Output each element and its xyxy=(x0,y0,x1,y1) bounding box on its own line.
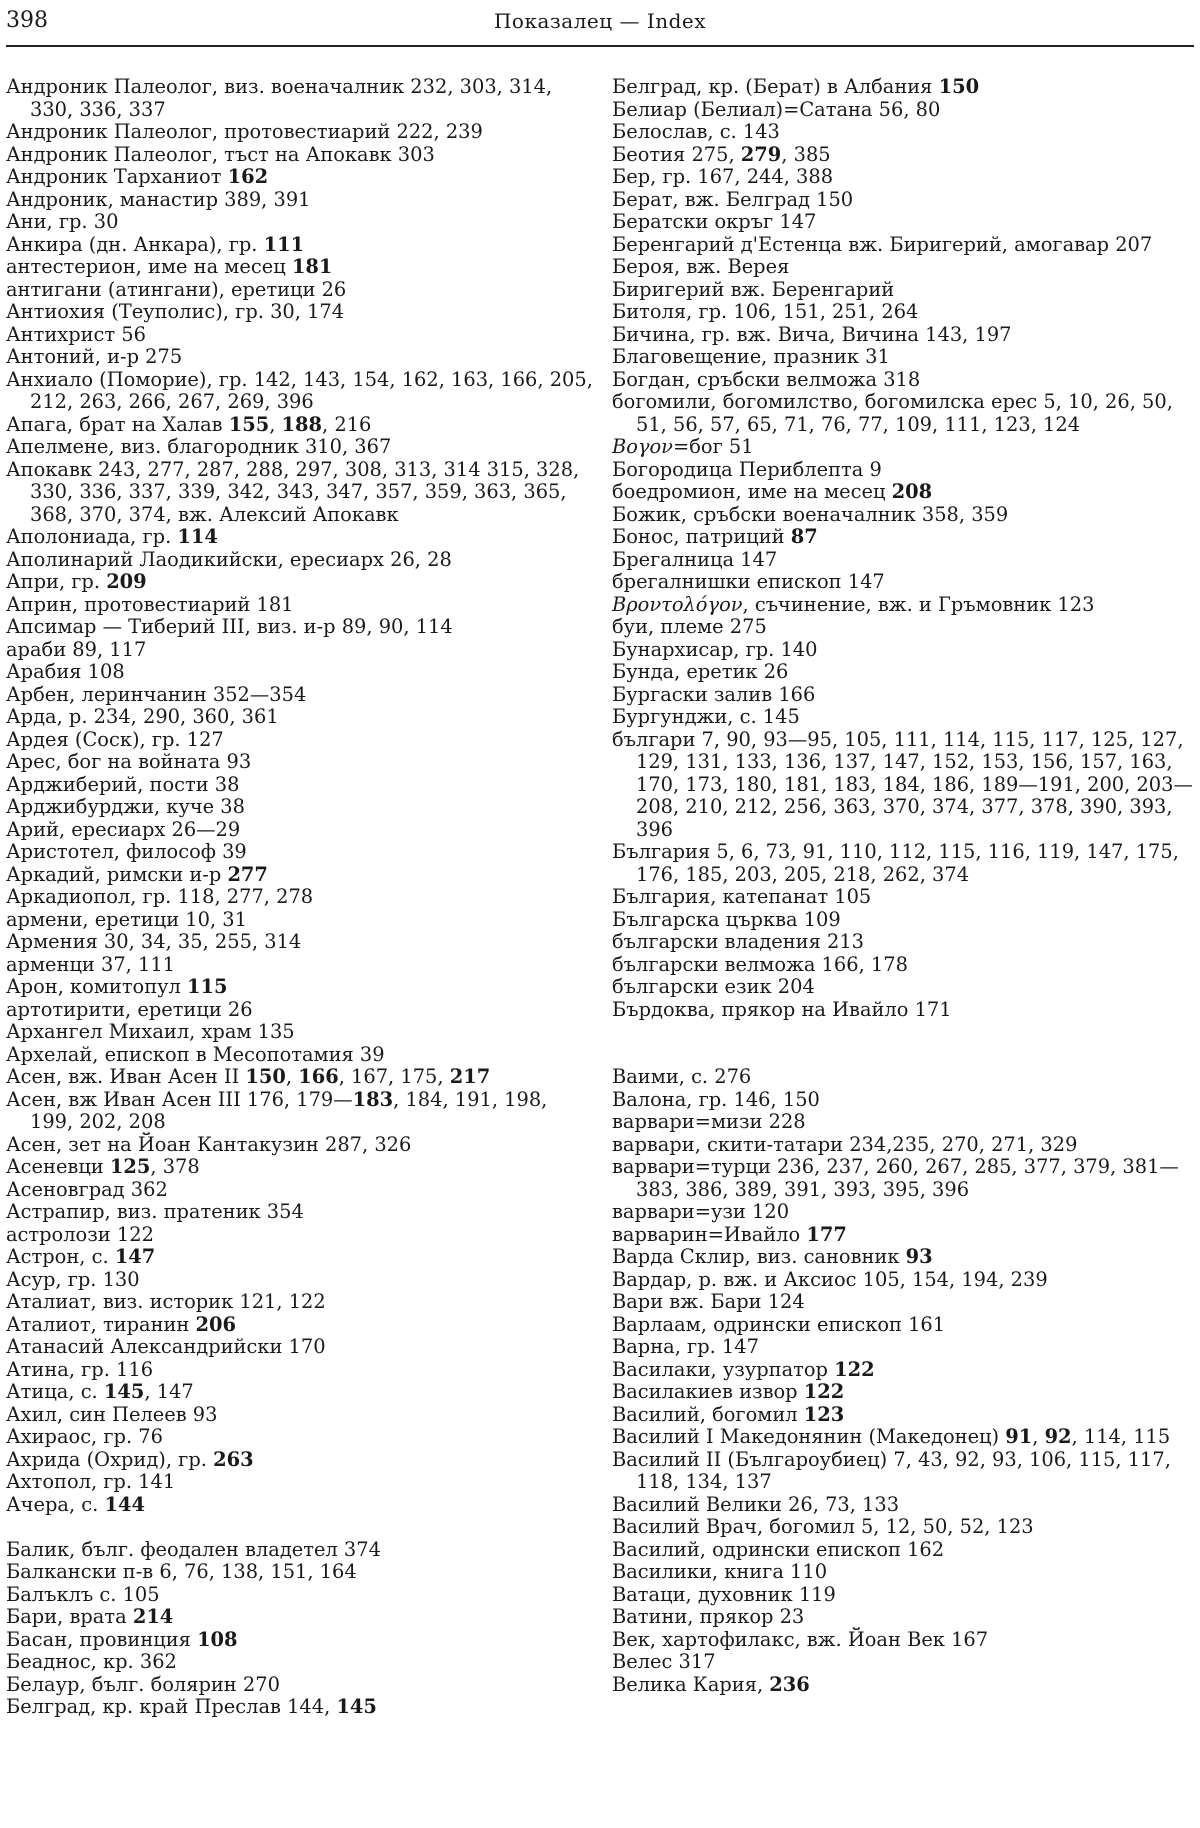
page-header xyxy=(0,0,1200,44)
index-entry: Белиар (Белиал)=Сатана 56, 80 xyxy=(612,97,941,121)
index-entry: Басан, провинция 108 xyxy=(6,1627,238,1651)
index-entry: Аполинарий Лаодикийски, ересиарх 26, 28 xyxy=(6,547,452,571)
index-entry: арменци 37, 111 xyxy=(6,952,176,976)
index-entry: Астрапир, виз. пратеник 354 xyxy=(6,1200,304,1223)
index-entry: Андроник Палеолог, виз. военачалник 232, 303, 314, 330, 336, 337 xyxy=(6,75,559,121)
index-entry: брегалнишки епископ 147 xyxy=(612,570,885,593)
index-entry: Ваими, с. 276 xyxy=(612,1065,752,1088)
header-rule xyxy=(6,45,1194,47)
index-entry: варвари=мизи 228 xyxy=(612,1110,806,1133)
index-entry: Асен, вж Иван Асен III 176, 179—183, 184, 191, 198, 199, 202, 208 xyxy=(6,1087,554,1133)
index-entry: Архангел Михаил, храм 135 xyxy=(6,1020,295,1043)
index-entry: Ардея (Соск), гр. 127 xyxy=(6,727,224,751)
index-entry: Белград, кр. край Преслав 144, 145 xyxy=(6,1695,377,1718)
index-entry: Арда, р. 234, 290, 360, 361 xyxy=(6,705,279,728)
index-entry: Βροντολόγον, съчинение, вж. и Гръмовник 123 xyxy=(612,592,1095,616)
index-entry: български владения 213 xyxy=(612,930,864,953)
index-entry: Бърдоква, прякор на Ивайло 171 xyxy=(612,997,952,1021)
index-entry: Василий Врач, богомил 5, 12, 50, 52, 123 xyxy=(612,1515,1034,1538)
index-entry: Велика Кария, 236 xyxy=(612,1672,810,1696)
index-entry: Ани, гр. 30 xyxy=(6,210,119,233)
index-entry: Арес, бог на войната 93 xyxy=(6,750,252,773)
index-entry: Апри, гр. 209 xyxy=(6,570,147,593)
index-entry: Арабия 108 xyxy=(6,660,125,683)
index-entry: буи, племе 275 xyxy=(612,615,767,638)
index-entry: артотирити, еретици 26 xyxy=(6,997,253,1021)
index-entry: Брегалница 147 xyxy=(612,547,778,571)
index-entry: Антоний, и-р 275 xyxy=(6,345,183,368)
index-entry: Бичина, гр. вж. Вича, Вичина 143, 197 xyxy=(612,322,1012,346)
index-entry: Валона, гр. 146, 150 xyxy=(612,1087,820,1111)
index-entry: Асеновград 362 xyxy=(6,1177,168,1201)
index-entry: Апелмене, виз. благородник 310, 367 xyxy=(6,435,392,458)
index-entry: Ватини, прякор 23 xyxy=(612,1605,805,1628)
index-entry: Белослав, с. 143 xyxy=(612,120,780,143)
index-entry: Арон, комитопул 115 xyxy=(6,975,228,998)
index-entry: Берат, вж. Белград 150 xyxy=(612,187,854,211)
index-entry: Атица, с. 145, 147 xyxy=(6,1380,194,1403)
index-entry: Битоля, гр. 106, 151, 251, 264 xyxy=(612,300,919,323)
index-entry: Беотия 275, 279, 385 xyxy=(612,142,831,166)
index-entry: Андроник, манастир 389, 391 xyxy=(6,187,311,211)
index-entry: Варна, гр. 147 xyxy=(612,1335,759,1358)
index-entry: Ахрида (Охрид), гр. 263 xyxy=(6,1447,254,1471)
index-entry: Бургунджи, с. 145 xyxy=(612,705,800,728)
index-entry: Андроник Тарханиот 162 xyxy=(6,165,269,188)
index-entry: Василий, одрински епископ 162 xyxy=(612,1537,945,1561)
index-entry: Бератски окръг 147 xyxy=(612,210,817,233)
index-entry: Варлаам, одрински епископ 161 xyxy=(612,1312,946,1336)
index-entry: Аталиот, тиранин 206 xyxy=(6,1312,236,1336)
index-entry: Антихрист 56 xyxy=(6,322,146,346)
index-entry: Андроник Палеолог, протовестиарий 222, 239 xyxy=(6,120,483,143)
index-entry: Асен, зет на Йоан Кантакузин 287, 326 xyxy=(6,1132,412,1156)
index-entry: Век, хартофилакс, вж. Йоан Век 167 xyxy=(612,1627,989,1651)
index-entry: Арджибурджи, куче 38 xyxy=(6,795,245,818)
index-entry: Βογον=бог 51 xyxy=(612,435,754,458)
index-entry: Беаднос, кр. 362 xyxy=(6,1650,177,1673)
index-entry: антигани (атингани), еретици 26 xyxy=(6,277,347,301)
index-entry: Василики, книга 110 xyxy=(612,1560,828,1583)
index-entry: Вардар, р. вж. и Аксиос 105, 154, 194, 239 xyxy=(612,1267,1048,1291)
index-entry: Ахираос, гр. 76 xyxy=(6,1425,163,1448)
index-entry: Бонос, патриций 87 xyxy=(612,525,818,548)
index-entry: астролози 122 xyxy=(6,1222,154,1246)
index-entry: Варда Склир, виз. сановник 93 xyxy=(612,1245,933,1268)
index-entry: Балкански п-в 6, 76, 138, 151, 164 xyxy=(6,1560,357,1583)
index-entry: Балъклъ с. 105 xyxy=(6,1582,160,1606)
index-entry: богомили, богомилство, богомилска ерес 5, 10, 26, 50, 51, 56, 57, 65, 71, 76, 77, 109, 111, 123, 124 xyxy=(612,390,1180,436)
index-entry: български език 204 xyxy=(612,975,815,998)
index-entry: армени, еретици 10, 31 xyxy=(6,907,247,931)
index-entry: Антиохия (Теуполис), гр. 30, 174 xyxy=(6,300,345,323)
index-column-right xyxy=(612,76,1200,1696)
index-entry: Бероя, вж. Верея xyxy=(612,255,790,278)
index-entry: Богородица Периблепта 9 xyxy=(612,457,882,481)
index-entry: Асур, гр. 130 xyxy=(6,1267,140,1291)
index-entry: араби 89, 117 xyxy=(6,637,147,661)
section-gap xyxy=(612,1044,1200,1067)
index-entry: Българска църква 109 xyxy=(612,907,841,931)
index-entry: Анкира (дн. Анкара), гр. 111 xyxy=(6,232,305,256)
index-entry: боедромион, име на месец 208 xyxy=(612,480,933,503)
index-entry: Апсимар — Тиберий III, виз. и-р 89, 90, 114 xyxy=(6,615,453,638)
index-entry: Велес 317 xyxy=(612,1650,716,1673)
index-entry: Белаур, бълг. болярин 270 xyxy=(6,1672,280,1696)
index-entry: Ватаци, духовник 119 xyxy=(612,1582,836,1606)
index-entry: Ахил, син Пелеев 93 xyxy=(6,1402,218,1426)
section-gap xyxy=(6,1516,596,1539)
index-entry: Богдан, сръбски велможа 318 xyxy=(612,367,921,391)
index-entry: Василий I Македонянин (Македонец) 91, 92, 114, 115 xyxy=(612,1425,1171,1448)
index-entry: Андроник Палеолог, тъст на Апокавк 303 xyxy=(6,142,435,166)
index-entry: Благовещение, празник 31 xyxy=(612,345,890,368)
index-entry: Ачера, с. 144 xyxy=(6,1492,145,1516)
index-entry: Аполониада, гр. 114 xyxy=(6,525,218,548)
index-entry: Архелай, епископ в Месопотамия 39 xyxy=(6,1042,385,1066)
index-entry: Божик, сръбски военачалник 358, 359 xyxy=(612,502,1009,526)
index-entry: Василаки, узурпатор 122 xyxy=(612,1357,875,1381)
index-entry: Белград, кр. (Берат) в Албания 150 xyxy=(612,75,980,98)
index-entry: Бунда, еретик 26 xyxy=(612,660,789,683)
index-entry: Арбен, леринчанин 352—354 xyxy=(6,682,307,706)
index-entry: Арджиберий, пости 38 xyxy=(6,772,240,796)
index-entry: Априн, протовестиарий 181 xyxy=(6,592,294,616)
index-entry: варвари=турци 236, 237, 260, 267, 285, 377, 379, 381—383, 386, 389, 391, 393, 395, 396 xyxy=(612,1155,1179,1201)
index-entry: Беренгарий д'Естенца вж. Биригерий, амогавар 207 xyxy=(612,232,1153,256)
index-entry: Бургаски залив 166 xyxy=(612,682,816,706)
index-entry: Арий, ересиарх 26—29 xyxy=(6,817,241,841)
index-entry: варварин=Ивайло 177 xyxy=(612,1222,847,1246)
index-entry: Бер, гр. 167, 244, 388 xyxy=(612,165,834,188)
index-entry: Василий II (Българоубиец) 7, 43, 92, 93, 106, 115, 117, 118, 134, 137 xyxy=(612,1447,1178,1493)
index-entry: Аристотел, философ 39 xyxy=(6,840,247,863)
index-entry: варвари=узи 120 xyxy=(612,1200,790,1223)
index-entry: Василакиев извор 122 xyxy=(612,1380,845,1403)
index-entry: Вари вж. Бари 124 xyxy=(612,1290,805,1313)
index-entry: Анхиало (Поморие), гр. 142, 143, 154, 162, 163, 166, 205, 212, 263, 266, 267, 269, 396 xyxy=(6,367,600,413)
index-entry: Асеневци 125, 378 xyxy=(6,1155,200,1178)
index-entry: българи 7, 90, 93—95, 105, 111, 114, 115, 117, 125, 127, 129, 131, 133, 136, 137, 147, 152, 153, 156, 157, 163, 170, 173, 180, 181, 183, 184, 186, 189—191, 200, 203—208, 210, 212, 256, 363, 370, 374, 377, 378, 390, 393, 396 xyxy=(612,727,1193,841)
index-entry: България, катепанат 105 xyxy=(612,885,872,908)
index-entry: Аркадиопол, гр. 118, 277, 278 xyxy=(6,885,314,908)
index-entry: Апокавк 243, 277, 287, 288, 297, 308, 313, 314 315, 328, 330, 336, 337, 339, 342, 343, 347, 357, 359, 363, 365, 368, 370, 374, вж. Алексий Апокавк xyxy=(6,457,586,526)
index-entry: варвари, скити-татари 234,235, 270, 271, 329 xyxy=(612,1132,1078,1156)
index-entry: Армения 30, 34, 35, 255, 314 xyxy=(6,930,302,953)
page-number: 398 xyxy=(6,8,48,33)
index-entry: български велможа 166, 178 xyxy=(612,952,908,976)
index-column-left xyxy=(6,75,600,1719)
section-gap xyxy=(612,1021,1200,1044)
index-entry: Бунархисар, гр. 140 xyxy=(612,637,818,661)
index-entry: Биригерий вж. Беренгарий xyxy=(612,277,895,301)
index-entry: Астрон, с. 147 xyxy=(6,1245,156,1268)
running-title: Показалец — Index xyxy=(493,9,707,33)
index-entry: Атанасий Александрийски 170 xyxy=(6,1335,326,1358)
index-entry: Василий, богомил 123 xyxy=(612,1402,845,1426)
index-entry: антестерион, име на месец 181 xyxy=(6,255,333,278)
index-entry: Асен, вж. Иван Асен II 150, 166, 167, 175, 217 xyxy=(6,1065,491,1088)
index-entry: Василий Велики 26, 73, 133 xyxy=(612,1492,900,1516)
index-entry: Ахтопол, гр. 141 xyxy=(6,1470,176,1493)
index-entry: Балик, бълг. феодален владетел 374 xyxy=(6,1537,381,1561)
index-entry: Атина, гр. 116 xyxy=(6,1357,154,1381)
index-entry: България 5, 6, 73, 91, 110, 112, 115, 116, 119, 147, 175, 176, 185, 203, 205, 218, 262, 374 xyxy=(612,840,1186,886)
index-entry: Аталиат, виз. историк 121, 122 xyxy=(6,1290,326,1313)
index-entry: Бари, врата 214 xyxy=(6,1605,174,1628)
index-entry: Аркадий, римски и-р 277 xyxy=(6,862,268,886)
index-entry: Апага, брат на Халав 155, 188, 216 xyxy=(6,412,372,436)
